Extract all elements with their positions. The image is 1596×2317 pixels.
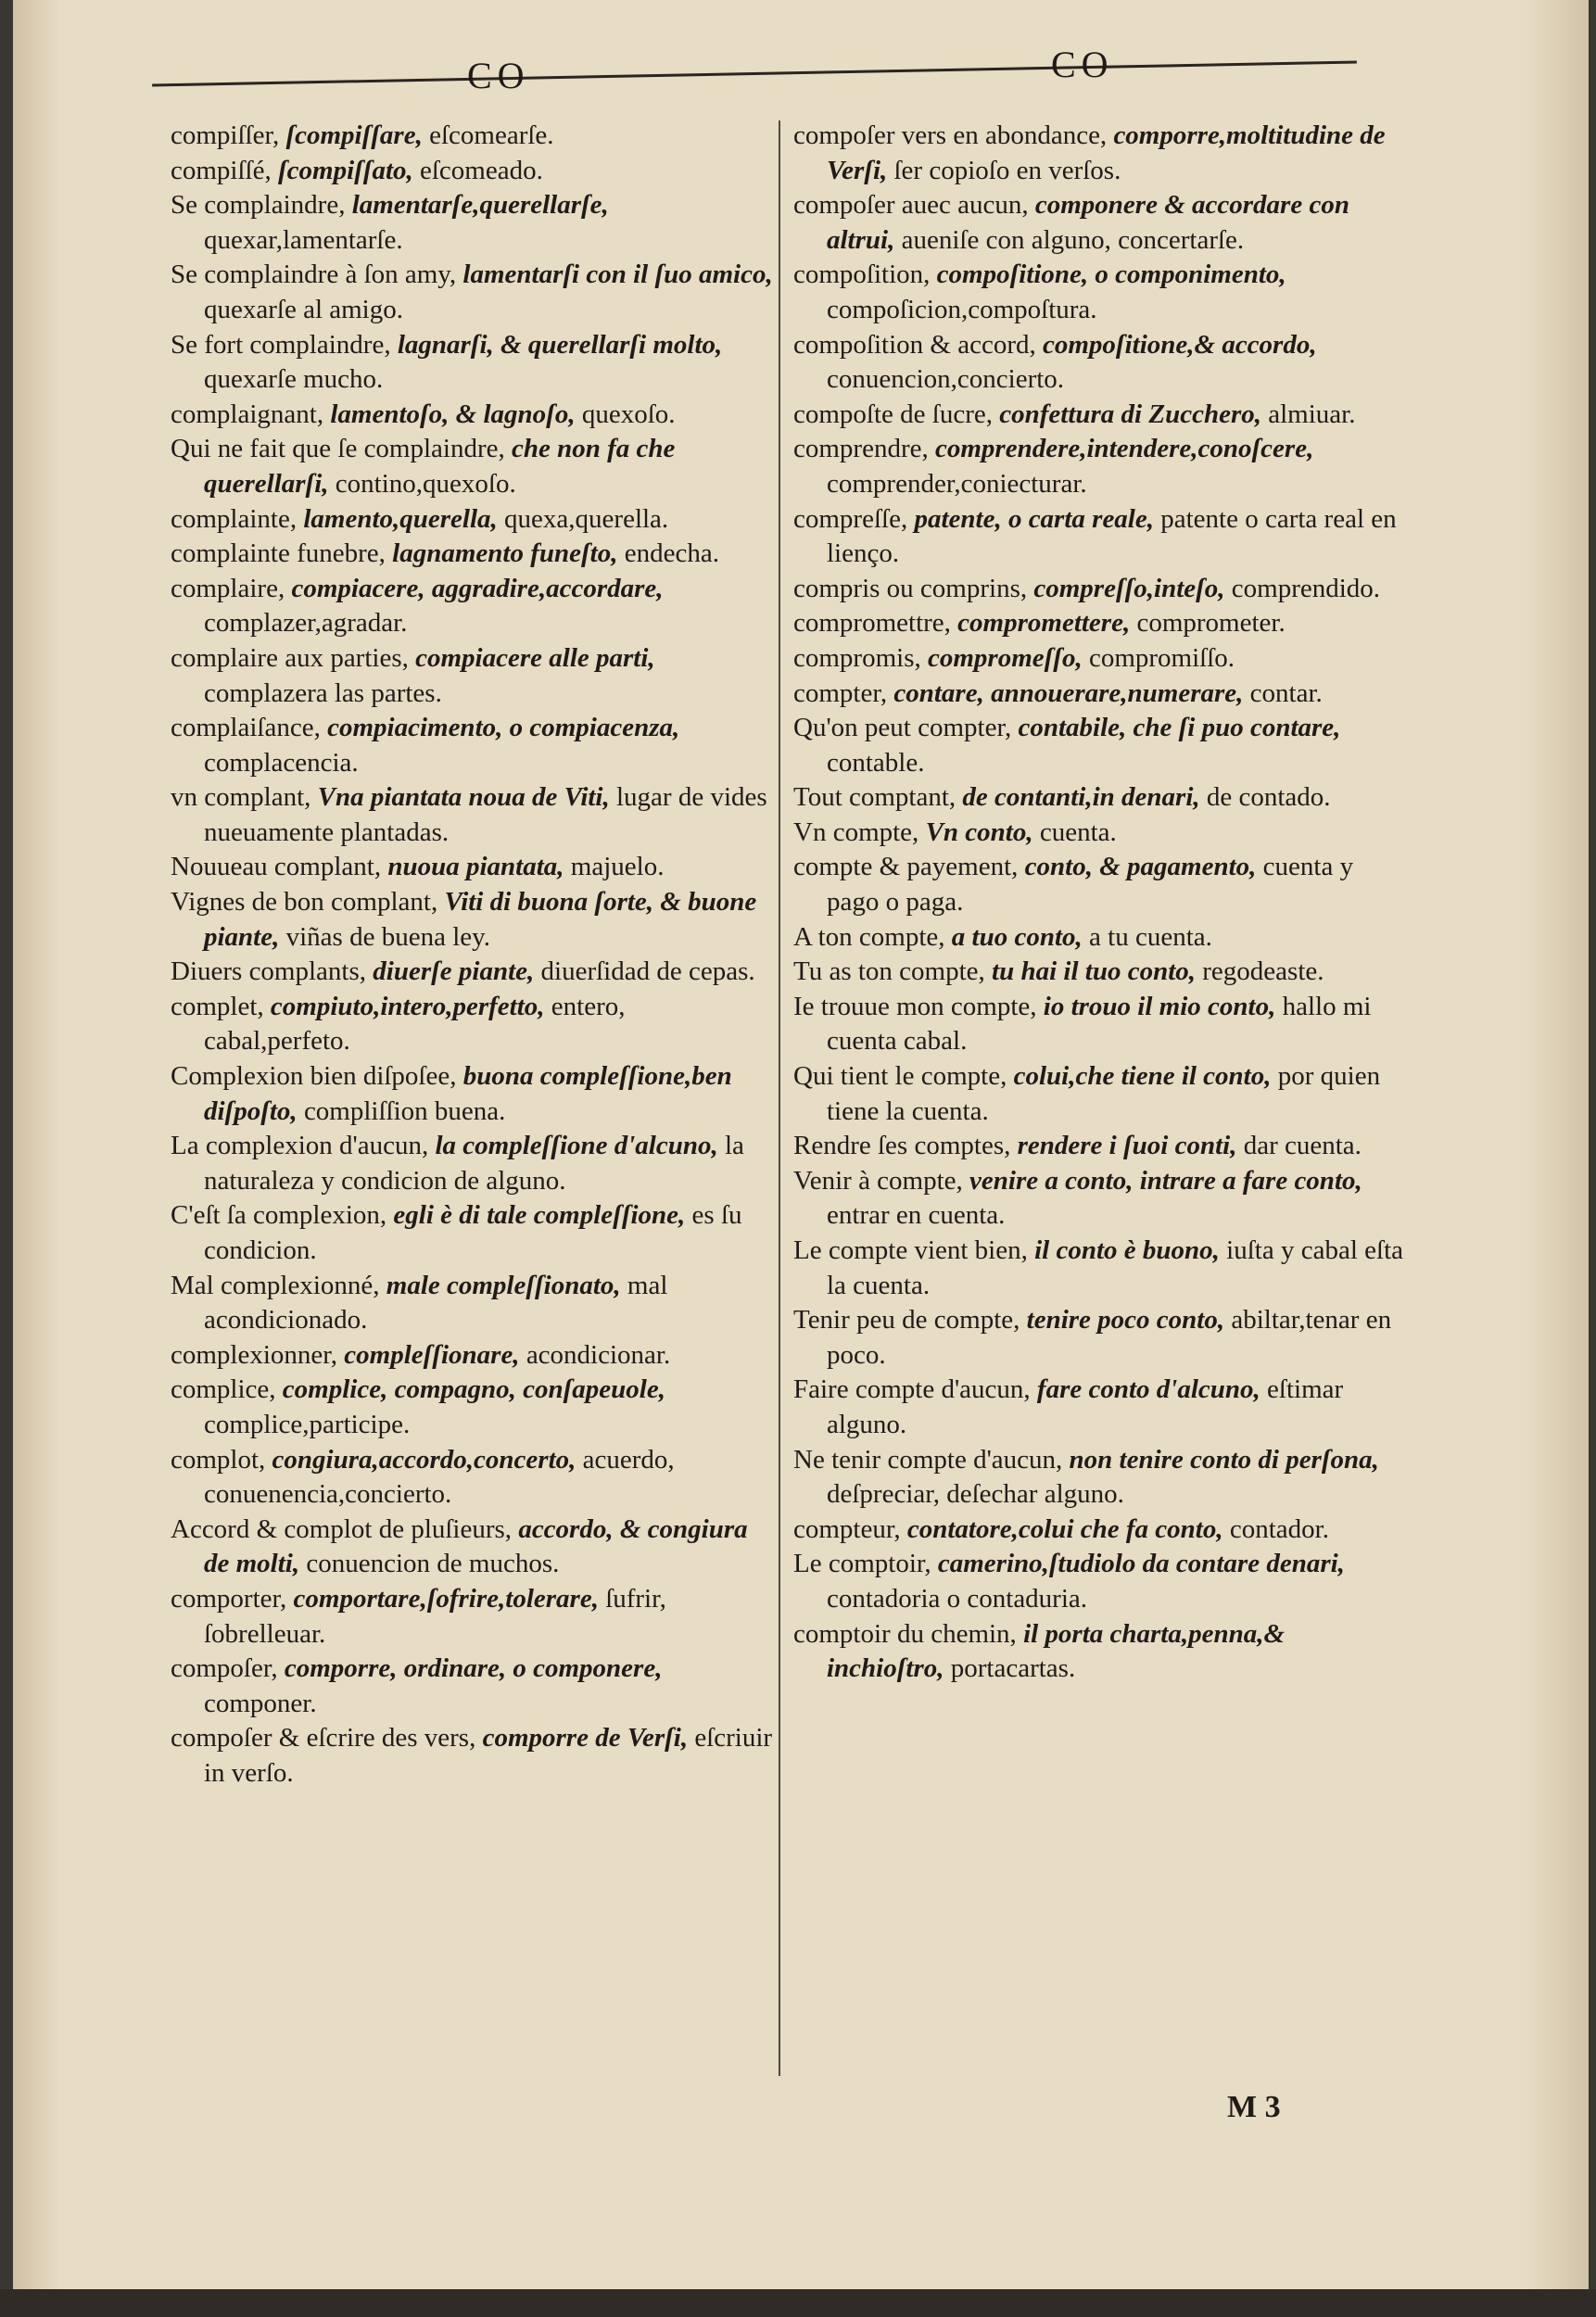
spanish-term: comprender,coniecturar. — [827, 468, 1087, 499]
spanish-term: compoſicion,compoſtura. — [827, 294, 1097, 324]
spanish-term: quexar,lamentarſe. — [204, 224, 403, 255]
spanish-term: quexarſe mucho. — [204, 364, 384, 395]
italian-term: tenire poco conto, — [1026, 1305, 1225, 1336]
spanish-term: mal acondicionado. — [204, 1270, 668, 1336]
spanish-term: diuerſidad de cepas. — [540, 956, 755, 987]
french-term: La complexion d'aucun, — [171, 1131, 429, 1161]
spanish-term: cuenta y pago o paga. — [827, 852, 1354, 918]
italian-term: conto, & pagamento, — [1024, 852, 1257, 882]
spanish-term: lugar de vides nueuamente plantadas. — [204, 782, 767, 847]
french-term: Ne tenir compte d'aucun, — [793, 1444, 1063, 1475]
italian-term: non tenire conto di perſona, — [1069, 1444, 1379, 1475]
spanish-term: compromiſſo. — [1088, 642, 1235, 673]
spanish-term: dar cuenta. — [1243, 1131, 1362, 1161]
dictionary-entry — [793, 1129, 1405, 1164]
french-term: Tenir peu de compte, — [793, 1305, 1020, 1336]
spanish-term: majuelo. — [570, 852, 665, 882]
spanish-term: contable. — [827, 747, 925, 778]
spanish-term: almiuar. — [1268, 399, 1356, 429]
spanish-term: acuerdo, conuenencia,concierto. — [204, 1444, 675, 1510]
french-term: complet, — [171, 991, 264, 1021]
french-term: Qui ne fait que ſe complaindre, — [171, 434, 505, 464]
dictionary-entry — [171, 537, 773, 572]
spanish-term: eſtimar alguno. — [827, 1374, 1344, 1439]
italian-term: venire a conto, intrare a fare conto, — [969, 1165, 1362, 1196]
french-term: Qu'on peut compter, — [793, 713, 1012, 743]
italian-term: compoſitione,& accordo, — [1043, 329, 1317, 360]
spanish-term: quexoſo. — [581, 399, 676, 429]
spanish-term: quexarſe al amigo. — [204, 294, 403, 324]
dictionary-entry — [171, 1059, 773, 1129]
dictionary-entry — [793, 119, 1405, 188]
dictionary-entry — [793, 188, 1405, 258]
spanish-term: acondicionar. — [526, 1339, 671, 1370]
dictionary-entry — [171, 885, 773, 955]
french-term: Complexion bien diſpoſee, — [171, 1061, 457, 1092]
spanish-term: viñas de buena ley. — [285, 921, 490, 952]
spanish-term: complazera las partes. — [204, 677, 442, 708]
italian-term: compoſitione, o componimento, — [936, 260, 1286, 290]
french-term: compoſition, — [793, 260, 931, 290]
french-term: comporter, — [171, 1583, 287, 1614]
french-term: compoſte de ſucre, — [793, 399, 993, 429]
dictionary-entry — [793, 398, 1405, 433]
dictionary-entry — [793, 1059, 1405, 1129]
italian-term: nuoua piantata, — [387, 852, 564, 882]
dictionary-entry — [793, 606, 1405, 641]
italian-term: comporre de Verſi, — [482, 1723, 689, 1754]
italian-term: tu hai il tuo conto, — [992, 956, 1197, 987]
dictionary-entry — [793, 572, 1405, 607]
french-term: compoſition & accord, — [793, 329, 1036, 360]
dictionary-entry — [171, 641, 773, 711]
italian-term: camerino,ſtudiolo da contare denari, — [937, 1549, 1345, 1579]
spanish-term: por quien tiene la cuenta. — [827, 1061, 1381, 1126]
french-term: Mal complexionné, — [171, 1270, 380, 1300]
italian-term: contabile, che ſi puo contare, — [1018, 713, 1341, 743]
spanish-term: entero, cabal,perfeto. — [204, 991, 626, 1057]
french-term: complexionner, — [171, 1339, 338, 1370]
italian-term: io trouo il mio conto, — [1043, 991, 1276, 1021]
dictionary-entry — [793, 990, 1405, 1059]
dictionary-entry — [793, 1617, 1405, 1687]
italian-term: comportare,ſofrire,tolerare, — [293, 1583, 599, 1614]
spanish-term: complazer,agradar. — [204, 608, 408, 639]
french-term: Tout comptant, — [793, 782, 956, 813]
french-term: compreſſe, — [793, 503, 908, 534]
spanish-term: ſufrir, ſobrelleuar. — [204, 1583, 666, 1649]
dictionary-entry — [171, 1338, 773, 1374]
french-term: Le compte vient bien, — [793, 1235, 1028, 1265]
italian-term: comporre,moltitudine de Verſi, — [827, 120, 1386, 185]
french-term: compoſer & eſcrire des vers, — [171, 1723, 476, 1754]
page-edge — [0, 2289, 1596, 2317]
italian-term: che non fa che querellarſi, — [204, 434, 676, 499]
spanish-term: la naturaleza y condicion de alguno. — [204, 1131, 744, 1196]
italian-term: congiura,accordo,concerto, — [272, 1444, 576, 1475]
dictionary-entry — [171, 711, 773, 780]
spanish-term: complice,participe. — [204, 1409, 411, 1439]
dictionary-entry — [793, 1547, 1405, 1616]
dictionary-entry — [793, 1234, 1405, 1303]
dictionary-entry — [793, 1303, 1405, 1373]
italian-term: compiacimento, o compiacenza, — [327, 713, 680, 743]
spanish-term: entrar en cuenta. — [827, 1200, 1006, 1231]
spanish-term: a tu cuenta. — [1089, 921, 1212, 952]
italian-term: compiacere alle parti, — [415, 642, 655, 673]
italian-term: Vn conto, — [925, 817, 1033, 847]
spanish-term: comprendido. — [1231, 573, 1381, 603]
italian-term: lamento,querella, — [303, 503, 498, 534]
french-term: complaire, — [171, 573, 285, 603]
french-term: compris ou comprins, — [793, 573, 1028, 603]
italian-term: componere & accordare con altrui, — [827, 190, 1349, 255]
french-term: compoſer auec aucun, — [793, 190, 1029, 221]
french-term: complice, — [171, 1374, 276, 1405]
spanish-term: compliſſion buena. — [303, 1095, 506, 1126]
spanish-term: contino,quexoſo. — [335, 468, 516, 499]
italian-term: compiacere, aggradire,accordare, — [291, 573, 664, 603]
dictionary-entry — [793, 677, 1405, 712]
spanish-term: contar. — [1249, 677, 1323, 708]
spanish-term: eſcomeado. — [420, 155, 543, 185]
french-term: complainte, — [171, 503, 298, 534]
italian-term: compromettere, — [957, 608, 1131, 639]
spanish-term: componer. — [204, 1688, 317, 1718]
french-term: Le comptoir, — [793, 1549, 931, 1579]
spanish-term: iuſta y cabal eſta la cuenta. — [827, 1235, 1403, 1300]
dictionary-entry — [793, 328, 1405, 398]
italian-term: compromeſſo, — [928, 642, 1083, 673]
dictionary-entry — [171, 119, 773, 154]
dictionary-entry — [793, 920, 1405, 956]
italian-term: Vna piantata noua de Viti, — [317, 782, 610, 813]
dictionary-entry — [171, 432, 773, 501]
italian-term: compreſſo,inteſo, — [1033, 573, 1225, 603]
french-term: Diuers complants, — [171, 956, 367, 987]
italian-term: egli è di tale compleſſione, — [393, 1200, 686, 1231]
dictionary-entry — [171, 780, 773, 850]
dictionary-entry — [793, 1164, 1405, 1234]
spanish-term: de contado. — [1206, 782, 1331, 813]
dictionary-entry — [793, 711, 1405, 780]
spanish-term: endecha. — [624, 538, 719, 569]
italian-term: il conto è buono, — [1034, 1235, 1220, 1265]
french-term: compteur, — [793, 1513, 901, 1544]
header-left: CO — [467, 55, 530, 96]
french-term: Se complaindre à ſon amy, — [171, 260, 457, 290]
column-divider — [779, 120, 780, 2076]
french-term: complot, — [171, 1444, 266, 1475]
spanish-term: eſcomearſe. — [429, 120, 554, 150]
dictionary-page — [13, 0, 1589, 2298]
french-term: Venir à compte, — [793, 1165, 963, 1196]
spanish-term: complacencia. — [204, 747, 359, 778]
spanish-term: deſpreciar, deſechar alguno. — [827, 1479, 1124, 1510]
spanish-term: quexa,querella. — [504, 503, 669, 534]
italian-term: lamentarſe,querellarſe, — [351, 190, 609, 221]
italian-term: compleſſionare, — [344, 1339, 520, 1370]
dictionary-entry — [171, 328, 773, 398]
italian-term: confettura di Zucchero, — [999, 399, 1261, 429]
italian-term: complice, compagno, conſapeuole, — [282, 1374, 665, 1405]
dictionary-entry — [793, 432, 1405, 501]
french-term: complaire aux parties, — [171, 642, 409, 673]
dictionary-entry — [793, 780, 1405, 816]
italian-term: comporre, ordinare, o componere, — [284, 1653, 663, 1684]
dictionary-entry — [171, 990, 773, 1059]
signature-mark: M 3 — [1227, 2090, 1281, 2124]
french-term: Se complaindre, — [171, 190, 346, 221]
french-term: compiſſer, — [171, 120, 280, 150]
dictionary-entry — [171, 850, 773, 885]
italian-term: lagnarſi, & querellarſi molto, — [397, 329, 723, 360]
italian-term: fare conto d'alcuno, — [1036, 1374, 1260, 1405]
italian-term: comprendere,intendere,conoſcere, — [935, 434, 1314, 464]
french-term: compromettre, — [793, 608, 951, 639]
french-term: complainte funebre, — [171, 538, 386, 569]
spanish-term: comprometer. — [1136, 608, 1286, 639]
right-column — [793, 119, 1405, 1687]
spanish-term: ſer copioſo en verſos. — [893, 155, 1121, 185]
french-term: Se fort complaindre, — [171, 329, 391, 360]
french-term: compoſer, — [171, 1653, 278, 1684]
french-term: Faire compte d'aucun, — [793, 1374, 1031, 1405]
french-term: complaignant, — [171, 399, 324, 429]
spanish-term: aueniſe con alguno, concertarſe. — [901, 224, 1245, 255]
french-term: compiſſé, — [171, 155, 272, 185]
spanish-term: es ſu condicion. — [204, 1200, 742, 1265]
dictionary-entry — [171, 1513, 773, 1582]
dictionary-entry — [793, 1373, 1405, 1442]
header-right: CO — [1051, 44, 1114, 85]
spanish-term: contador. — [1229, 1513, 1329, 1544]
french-term: A ton compte, — [793, 921, 945, 952]
italian-term: il porta charta,penna,& inchioſtro, — [827, 1618, 1286, 1684]
italian-term: colui,che tiene il conto, — [1013, 1061, 1272, 1092]
french-term: Rendre ſes comptes, — [793, 1131, 1011, 1161]
dictionary-entry — [171, 955, 773, 990]
dictionary-entry — [171, 1269, 773, 1338]
dictionary-entry — [171, 502, 773, 538]
dictionary-entry — [171, 398, 773, 433]
spanish-term: contadoria o contaduria. — [827, 1583, 1088, 1614]
italian-term: lamentoſo, & lagnoſo, — [330, 399, 576, 429]
header-rule — [152, 61, 1357, 87]
dictionary-entry — [171, 572, 773, 641]
left-column — [171, 119, 773, 1792]
italian-term: ſcompiſſare, — [285, 120, 423, 150]
italian-term: male compleſſionato, — [386, 1270, 621, 1300]
dictionary-entry — [793, 816, 1405, 851]
dictionary-entry — [171, 1443, 773, 1513]
italian-term: buona compleſſione,ben diſpoſto, — [204, 1061, 732, 1126]
spanish-term: cuenta. — [1039, 817, 1117, 847]
dictionary-entry — [793, 1513, 1405, 1548]
french-term: complaiſance, — [171, 713, 321, 743]
italian-term: contare, annouerare,numerare, — [893, 677, 1244, 708]
spanish-term: eſcriuir in verſo. — [204, 1723, 773, 1788]
dictionary-entry — [793, 955, 1405, 990]
spanish-term: abiltar,tenar en poco. — [827, 1305, 1392, 1370]
spanish-term: portacartas. — [950, 1653, 1076, 1684]
french-term: compromis, — [793, 642, 921, 673]
french-term: Nouueau complant, — [171, 852, 382, 882]
french-term: vn complant, — [171, 782, 311, 813]
dictionary-entry — [171, 1652, 773, 1721]
french-term: Accord & complot de pluſieurs, — [171, 1513, 513, 1544]
italian-term: contatore,colui che fa conto, — [906, 1513, 1223, 1544]
french-term: Ie trouue mon compte, — [793, 991, 1037, 1021]
dictionary-entry — [171, 258, 773, 327]
dictionary-entry — [793, 502, 1405, 572]
italian-term: patente, o carta reale, — [914, 503, 1154, 534]
dictionary-entry — [793, 1443, 1405, 1513]
dictionary-entry — [171, 1582, 773, 1652]
dictionary-entry — [171, 1198, 773, 1268]
spanish-term: conuencion,concierto. — [827, 364, 1065, 395]
dictionary-entry — [171, 188, 773, 258]
french-term: Vn compte, — [793, 817, 919, 847]
spanish-term: regodeaste. — [1202, 956, 1324, 987]
italian-term: a tuo conto, — [951, 921, 1083, 952]
dictionary-entry — [171, 1129, 773, 1198]
dictionary-entry — [793, 641, 1405, 677]
spanish-term: conuencion de muchos. — [306, 1549, 560, 1579]
italian-term: accordo, & congiura de molti, — [204, 1513, 748, 1579]
spanish-term: patente o carta real en lienço. — [827, 503, 1397, 569]
french-term: compoſer vers en abondance, — [793, 120, 1108, 150]
dictionary-entry — [171, 1721, 773, 1791]
french-term: comptoir du chemin, — [793, 1618, 1017, 1649]
french-term: C'eſt ſa complexion, — [171, 1200, 387, 1231]
dictionary-entry — [793, 258, 1405, 327]
french-term: comprendre, — [793, 434, 929, 464]
french-term: compte & payement, — [793, 852, 1019, 882]
italian-term: compiuto,intero,perfetto, — [270, 991, 545, 1021]
italian-term: de contanti,in denari, — [962, 782, 1200, 813]
dictionary-entry — [171, 154, 773, 189]
italian-term: lamentarſi con il ſuo amico, — [462, 260, 773, 290]
spanish-term: hallo mi cuenta cabal. — [827, 991, 1372, 1057]
italian-term: Viti di buona ſorte, & buone piante, — [204, 887, 757, 952]
dictionary-entry — [793, 850, 1405, 919]
italian-term: rendere i ſuoi conti, — [1017, 1131, 1237, 1161]
italian-term: la compleſſione d'alcuno, — [435, 1131, 718, 1161]
french-term: Tu as ton compte, — [793, 956, 985, 987]
french-term: Vignes de bon complant, — [171, 887, 438, 918]
italian-term: lagnamento funeſto, — [392, 538, 618, 569]
dictionary-entry — [171, 1373, 773, 1442]
french-term: Qui tient le compte, — [793, 1061, 1007, 1092]
french-term: compter, — [793, 677, 888, 708]
italian-term: ſcompiſſato, — [277, 155, 413, 185]
italian-term: diuerſe piante, — [373, 956, 535, 987]
